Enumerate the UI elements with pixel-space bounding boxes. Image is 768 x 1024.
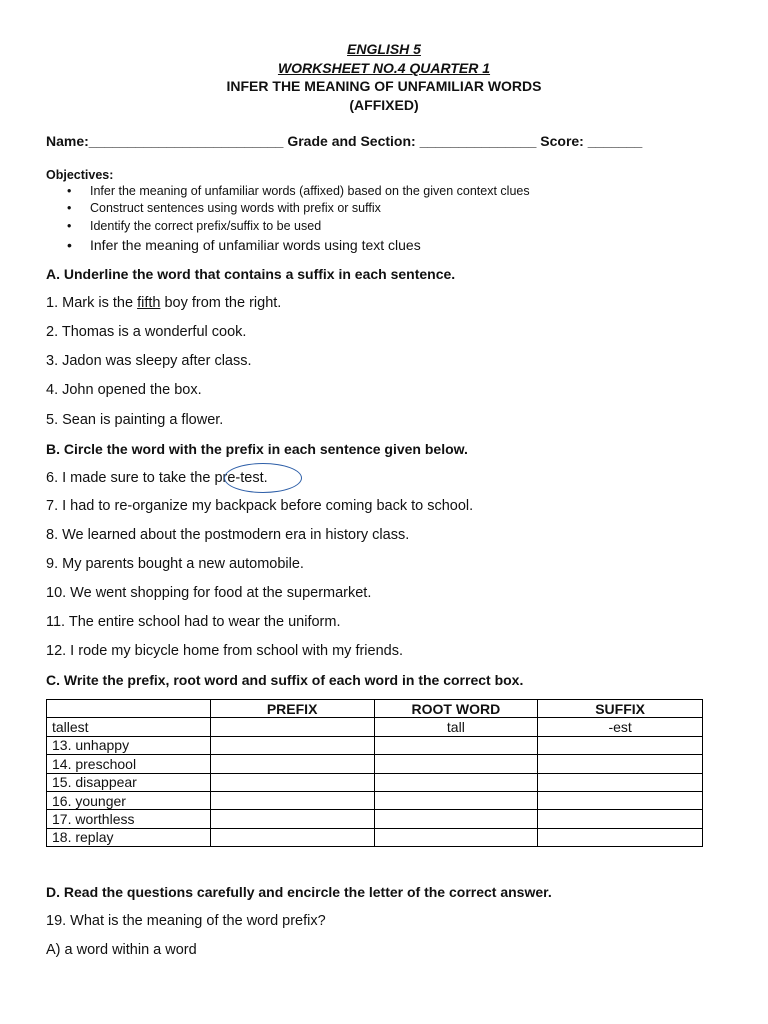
- word-cell: 15. disappear: [47, 773, 211, 791]
- section-b-item: 11. The entire school had to wear the uniform.: [46, 614, 341, 630]
- section-d-heading: D. Read the questions carefully and encircle the letter of the correct answer.: [46, 884, 552, 900]
- bullet-icon: •: [67, 237, 72, 253]
- root-word-cell[interactable]: [374, 736, 538, 754]
- worksheet-subtitle: (AFFIXED): [349, 97, 419, 113]
- suffix-cell[interactable]: [538, 773, 703, 791]
- table-row: [47, 810, 703, 828]
- table-row: [47, 773, 703, 791]
- root-word-cell[interactable]: tall: [374, 718, 538, 736]
- table-header-cell: PREFIX: [210, 700, 374, 718]
- prefix-cell[interactable]: [210, 791, 374, 809]
- suffix-cell[interactable]: -est: [538, 718, 703, 736]
- table-row: [47, 755, 703, 773]
- table-row: [47, 718, 703, 736]
- worksheet-title: INFER THE MEANING OF UNFAMILIAR WORDS: [226, 78, 542, 94]
- word-cell: 18. replay: [47, 828, 211, 846]
- table-row: [47, 828, 703, 846]
- section-b-item-6: 6. I made sure to take the pre-test.: [46, 470, 268, 486]
- subject-heading: ENGLISH 5: [347, 41, 421, 57]
- prefix-cell[interactable]: [210, 736, 374, 754]
- root-word-cell[interactable]: [374, 755, 538, 773]
- table-row: [47, 736, 703, 754]
- question-19: 19. What is the meaning of the word prefix?: [46, 913, 326, 929]
- table-header-cell: SUFFIX: [538, 700, 703, 718]
- table-row: [47, 791, 703, 809]
- objective-item: • Infer the meaning of unfamiliar words (affixed) based on the given context clues: [67, 184, 530, 198]
- prefix-cell[interactable]: [210, 828, 374, 846]
- underlined-word: fifth: [137, 295, 161, 311]
- bullet-icon: •: [67, 219, 72, 233]
- section-b-item: 12. I rode my bicycle home from school with my friends.: [46, 643, 403, 659]
- affix-table: [46, 699, 703, 847]
- bullet-icon: •: [67, 201, 72, 215]
- root-word-cell[interactable]: [374, 773, 538, 791]
- suffix-cell[interactable]: [538, 810, 703, 828]
- table-header-cell: ROOT WORD: [374, 700, 538, 718]
- suffix-cell[interactable]: [538, 736, 703, 754]
- prefix-cell[interactable]: [210, 810, 374, 828]
- section-b-item: 9. My parents bought a new automobile.: [46, 556, 304, 572]
- table-header-row: [47, 700, 703, 718]
- root-word-cell[interactable]: [374, 810, 538, 828]
- root-word-cell[interactable]: [374, 828, 538, 846]
- prefix-cell[interactable]: [210, 718, 374, 736]
- objectives-label: Objectives:: [46, 168, 114, 182]
- section-b-item: 10. We went shopping for food at the supermarket.: [46, 585, 372, 601]
- worksheet-heading: WORKSHEET NO.4 QUARTER 1: [277, 60, 491, 76]
- objective-item: • Construct sentences using words with prefix or suffix: [67, 201, 381, 215]
- section-b-heading: B. Circle the word with the prefix in each sentence given below.: [46, 441, 468, 457]
- section-a-item: 3. Jadon was sleepy after class.: [46, 353, 252, 369]
- section-a-heading: A. Underline the word that contains a suffix in each sentence.: [46, 266, 456, 282]
- section-a-item: 5. Sean is painting a flower.: [46, 412, 224, 428]
- suffix-cell[interactable]: [538, 791, 703, 809]
- objective-item: • Identify the correct prefix/suffix to be used: [67, 219, 322, 233]
- answer-option-a[interactable]: A) a word within a word: [46, 942, 197, 958]
- suffix-cell[interactable]: [538, 828, 703, 846]
- table-header-cell: [47, 700, 211, 718]
- objective-item: • Infer the meaning of unfamiliar words using text clues: [67, 237, 421, 253]
- section-a-item: 2. Thomas is a wonderful cook.: [46, 324, 247, 340]
- suffix-cell[interactable]: [538, 755, 703, 773]
- prefix-cell[interactable]: [210, 773, 374, 791]
- word-cell: 13. unhappy: [47, 736, 211, 754]
- section-b-item: 8. We learned about the postmodern era in history class.: [46, 527, 410, 543]
- prefix-cell[interactable]: [210, 755, 374, 773]
- word-cell: tallest: [47, 718, 211, 736]
- root-word-cell[interactable]: [374, 791, 538, 809]
- section-b-item: 7. I had to re-organize my backpack before coming back to school.: [46, 498, 474, 514]
- word-cell: 16. younger: [47, 791, 211, 809]
- bullet-icon: •: [67, 184, 72, 198]
- section-c-heading: C. Write the prefix, root word and suffix of each word in the correct box.: [46, 672, 524, 688]
- section-a-item-1: 1. Mark is the fifth boy from the right.: [46, 295, 282, 311]
- student-info-line: Name:_________________________ Grade and Section: _______________ Score: _______: [46, 133, 643, 149]
- word-cell: 14. preschool: [47, 755, 211, 773]
- word-cell: 17. worthless: [47, 810, 211, 828]
- circle-annotation: [224, 463, 302, 493]
- section-a-item: 4. John opened the box.: [46, 382, 202, 398]
